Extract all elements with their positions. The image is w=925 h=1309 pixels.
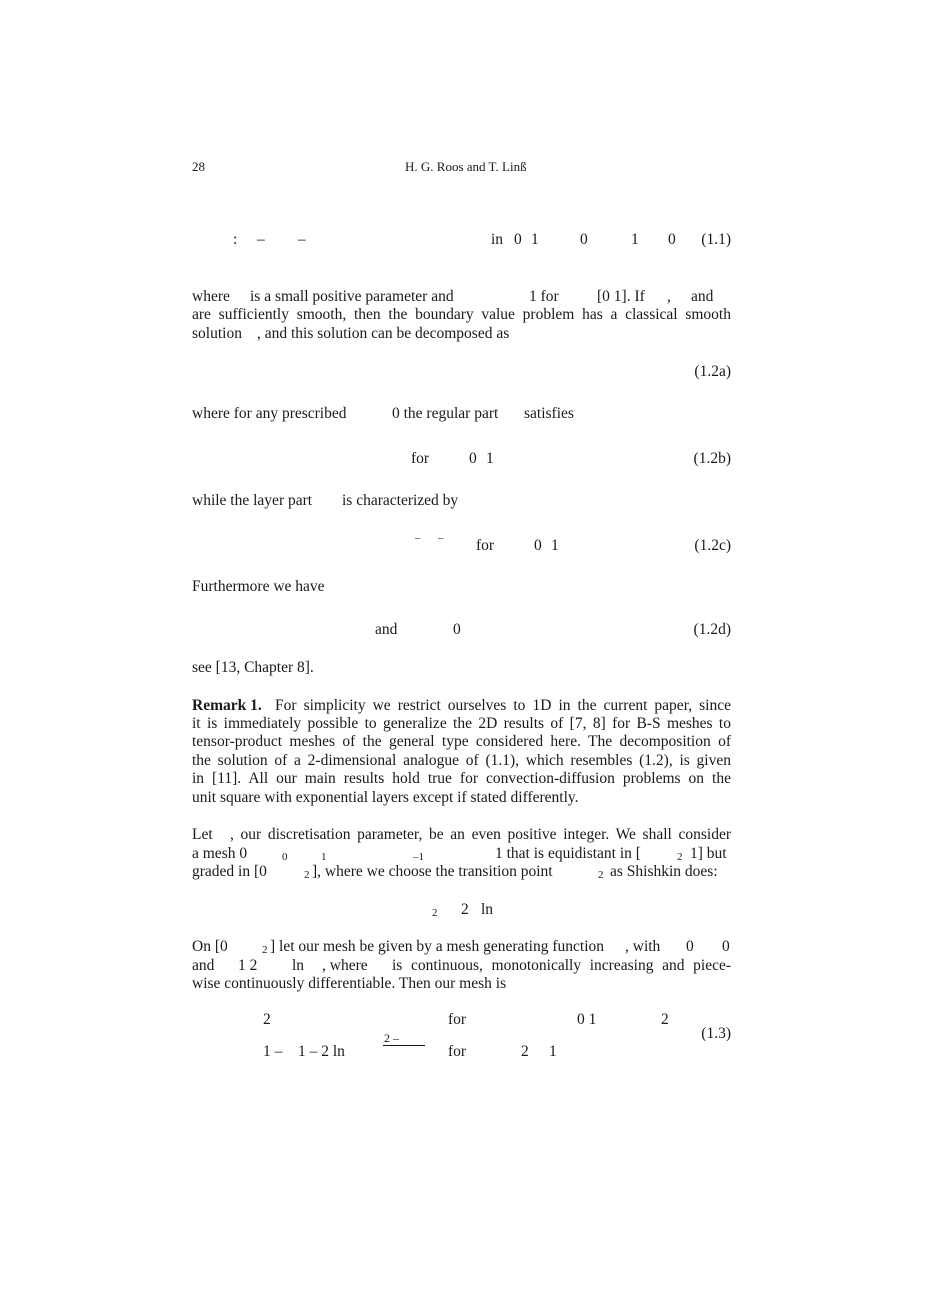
fraction-numerator: 2 – — [384, 1031, 399, 1045]
text-fragment: , our discretisation parameter, be an even positive integer. We shall consider — [230, 826, 731, 843]
text-fragment: and — [192, 957, 215, 974]
text-line: unit square with exponential layers except if stated differently. — [192, 789, 579, 806]
text-fragment: 0 — [686, 938, 694, 955]
eq-text: 0 1 — [577, 1011, 597, 1028]
text-fragment: is continuous, monotonically increasing and piece- — [392, 957, 731, 974]
subscript: –1 — [413, 851, 424, 863]
text-line: wise continuously differentiable. Then our mesh is — [192, 975, 507, 992]
text-fragment: where — [192, 288, 230, 305]
text-fragment: 1] but — [690, 845, 727, 862]
eq-text: 0 — [514, 231, 522, 248]
eq-text: 1 — [631, 231, 639, 248]
eq-text: 1 — [549, 1043, 557, 1060]
text-fragment: Let — [192, 826, 213, 843]
equation-number: (1.3) — [701, 1025, 731, 1042]
eq-text: for — [448, 1043, 467, 1060]
eq-text: 0 — [534, 537, 542, 554]
eq-minus: – — [415, 532, 421, 544]
text-fragment: graded in [0 — [192, 863, 267, 880]
subscript: 2 — [677, 851, 683, 863]
text-fragment: as Shishkin does: — [610, 863, 718, 880]
eq-text: 1 — [486, 450, 494, 467]
eq-text: 1 — [551, 537, 559, 554]
equation-number: (1.1) — [701, 231, 731, 248]
eq-text: 2 — [263, 1011, 271, 1028]
text-fragment: where for any prescribed — [192, 405, 347, 422]
eq-text: 0 — [469, 450, 477, 467]
text-fragment: is a small positive parameter and — [250, 288, 454, 305]
equation-number: (1.2a) — [694, 363, 731, 380]
text-fragment: a mesh 0 — [192, 845, 248, 862]
text-fragment: 1 2 — [238, 957, 258, 974]
eq-text: 0 — [668, 231, 676, 248]
paragraph: see [13, Chapter 8]. — [192, 659, 314, 676]
eq-minus: – — [298, 231, 306, 248]
eq-text: for — [411, 450, 430, 467]
eq-text: 1 – 2 ln — [298, 1043, 345, 1060]
text-line: are sufficiently smooth, then the boundary value problem has a classical smooth — [192, 306, 731, 323]
text-fragment: , and this solution can be decomposed as — [257, 325, 510, 342]
text-fragment: , where — [322, 957, 368, 974]
text-fragment: while the layer part — [192, 492, 313, 509]
text-fragment: ], where we choose the transition point — [312, 863, 553, 880]
paragraph: Furthermore we have — [192, 578, 325, 595]
equation-number: (1.2d) — [693, 621, 731, 638]
eq-minus: – — [257, 231, 265, 248]
eq-text: 2 — [661, 1011, 669, 1028]
text-line: For simplicity we restrict ourselves to 1D in the current paper, since — [275, 697, 731, 714]
text-fragment: , with — [625, 938, 661, 955]
running-head: H. G. Roos and T. Linß — [405, 159, 527, 174]
eq-minus: – — [438, 532, 444, 544]
eq-text: 1 — [531, 231, 539, 248]
equation-number: (1.2c) — [694, 537, 731, 554]
text-fragment: solution — [192, 325, 242, 342]
subscript: 2 — [598, 869, 604, 881]
text-fragment: is characterized by — [342, 492, 459, 509]
eq-text: 0 — [453, 621, 461, 638]
text-fragment: On [0 — [192, 938, 228, 955]
eq-colon: : — [233, 231, 238, 248]
text-line: tensor-product meshes of the general type considered here. The decomposition of — [192, 733, 731, 750]
text-line: in [11]. All our main results hold true for convection-diffusion problems on the — [192, 770, 731, 787]
text-line: the solution of a 2-dimensional analogue of (1.1), which resembles (1.2), is given — [192, 752, 731, 769]
text-fragment: ln — [292, 957, 305, 974]
eq-text: for — [448, 1011, 467, 1028]
subscript: 1 — [321, 851, 327, 863]
subscript: 2 — [262, 944, 268, 956]
text-fragment: [0 1]. If — [597, 288, 645, 305]
text-fragment: 0 — [722, 938, 730, 955]
eq-text: and — [375, 621, 398, 638]
text-fragment: 0 the regular part — [392, 405, 499, 422]
eq-text: 2 — [461, 901, 469, 918]
page-number: 28 — [192, 159, 205, 174]
eq-text: 0 — [580, 231, 588, 248]
equation-number: (1.2b) — [693, 450, 731, 467]
eq-text: in — [491, 231, 504, 248]
subscript: 2 — [432, 907, 438, 919]
subscript: 0 — [282, 851, 288, 863]
text-fragment: 1 for — [529, 288, 559, 305]
text-fragment: and — [691, 288, 714, 305]
eq-text: for — [476, 537, 495, 554]
eq-text: 2 — [521, 1043, 529, 1060]
text-fragment: satisfies — [524, 405, 574, 422]
text-fragment: 1 that is equidistant in [ — [495, 845, 641, 862]
eq-text: 1 – — [263, 1043, 283, 1060]
subscript: 2 — [304, 869, 310, 881]
text-fragment: , — [667, 288, 671, 305]
fraction-bar — [383, 1045, 425, 1046]
remark-label: Remark 1. — [192, 697, 262, 714]
eq-text: ln — [481, 901, 494, 918]
text-line: it is immediately possible to generalize the 2D results of [7, 8] for B-S meshes to — [192, 715, 731, 732]
text-fragment: ] let our mesh be given by a mesh generating function — [270, 938, 605, 955]
